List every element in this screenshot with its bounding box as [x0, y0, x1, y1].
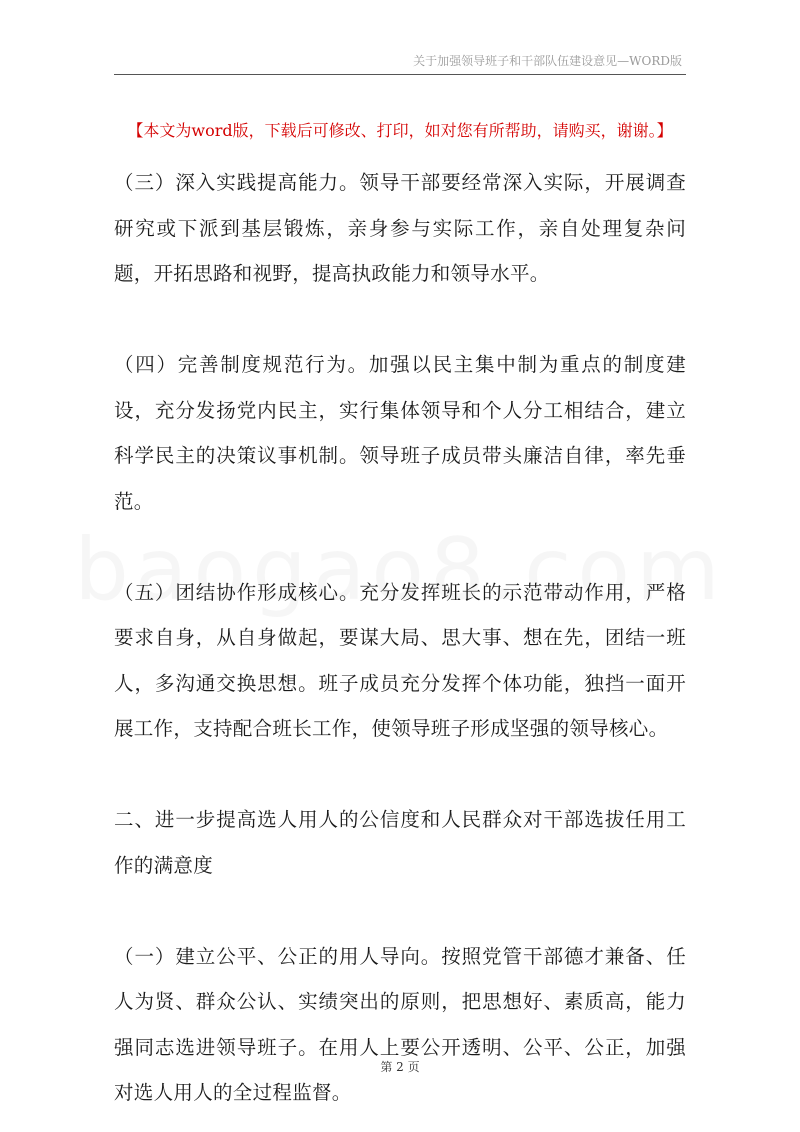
document-body: [114, 160, 686, 1116]
paragraph-spacer: [114, 888, 686, 934]
paragraph-subsection-1: （一）建立公平、公正的用人导向。按照党管干部德才兼备、任人为贤、群众公认、实绩突出的原则，把思想好、素质高，能力强同志选进领导班子。在用人上要公开透明、公平、公正，加强对选人用人的全过程监督。: [114, 944, 686, 1104]
paragraph-spacer: [114, 524, 686, 570]
document-header-title: 关于加强领导班子和干部队伍建设意见—WORD版: [413, 54, 682, 68]
header-divider: [114, 74, 686, 75]
download-notice: 【本文为word版，下载后可修改、打印，如对您有所帮助，请购买，谢谢。】: [127, 121, 673, 140]
page-number: 第 2 页: [380, 1060, 420, 1074]
paragraph-section-5: （五）团结协作形成核心。充分发挥班长的示范带动作用，严格要求自身，从自身做起，要谋大局、思大事、想在先，团结一班人，多沟通交换思想。班子成员充分发挥个体功能，独挡一面开展工作，支持配合班长工作，使领导班子形成坚强的领导核心。: [114, 580, 686, 740]
paragraph-spacer: [114, 752, 686, 798]
paragraph-section-4: （四）完善制度规范行为。加强以民主集中制为重点的制度建设，充分发扬党内民主，实行集体领导和个人分工相结合，建立科学民主的决策议事机制。领导班子成员带头廉洁自律，率先垂范。: [114, 353, 686, 513]
paragraph-spacer: [114, 297, 686, 343]
section-heading-2: 二、进一步提高选人用人的公信度和人民群众对干部选拔任用工作的满意度: [114, 808, 686, 877]
paragraph-section-3: （三）深入实践提高能力。领导干部要经常深入实际，开展调查研究或下派到基层锻炼，亲身参与实际工作，亲自处理复杂问题，开拓思路和视野，提高执政能力和领导水平。: [114, 171, 686, 285]
